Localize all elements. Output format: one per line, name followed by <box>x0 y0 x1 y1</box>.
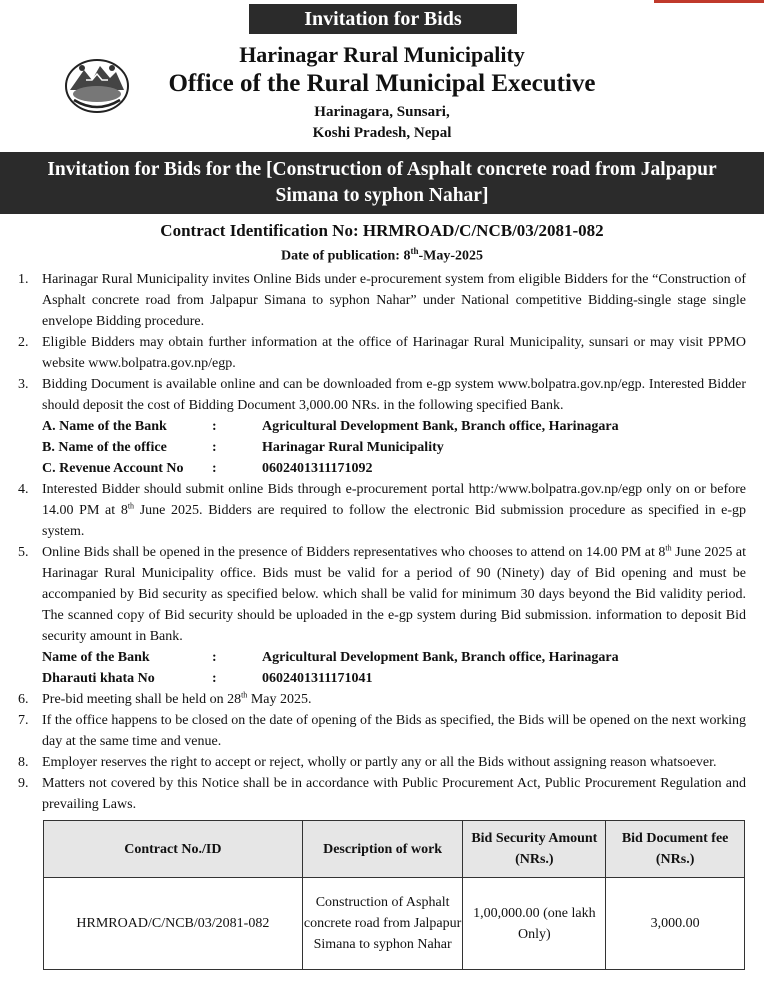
list-item: 4. Interested Bidder should submit online Bids through e-procurement portal http:/www.bolpatra.gov.np/egp only on or before 14.00 PM at 8th June 2025. Bidders are required to follow the electronic Bid submission procedure as specified in e-gp system. <box>18 482 746 539</box>
table-header-row <box>44 821 745 878</box>
cell-description: Construction of Asphalt concrete road from Jalpapur Simana to syphon Nahar <box>302 878 463 970</box>
bank-detail-row: C. Revenue Account No : 0602401311171092 <box>42 461 373 476</box>
cell-document-fee: 3,000.00 <box>606 878 745 970</box>
top-red-line <box>654 0 764 3</box>
bid-table <box>43 820 745 970</box>
bank-detail-row: Name of the Bank : Agricultural Development Bank, Branch office, Harinagara <box>42 650 619 665</box>
address-line-2: Koshi Pradesh, Nepal <box>312 125 452 141</box>
cell-contract-no: HRMROAD/C/NCB/03/2081-082 <box>44 878 303 970</box>
address-line-1: Harinagara, Sunsari, <box>314 104 450 120</box>
publication-date: Date of publication: 8th-May-2025 <box>280 246 484 264</box>
list-item: 2. Eligible Bidders may obtain further information at the office of Harinagar Rural Municipality, sunsari or may visit PPMO website www.bolpatra.gov.np/egp. <box>18 335 746 371</box>
title-banner: Invitation for Bids for the [Construction of Asphalt concrete road from Jalpapur Simana to syphon Nahar] <box>0 152 764 214</box>
col-document-fee: Bid Document fee (NRs.) <box>606 821 745 878</box>
bank-detail-row: A. Name of the Bank : Agricultural Development Bank, Branch office, Harinagara <box>42 419 619 434</box>
org-name: Harinagar Rural Municipality <box>239 42 525 67</box>
list-item: 7. If the office happens to be closed on the date of opening of the Bids as specified, the Bids will be opened on the next working day at the same time and venue. <box>18 713 746 749</box>
col-bid-security: Bid Security Amount (NRs.) <box>463 821 606 878</box>
notice-items <box>18 269 746 815</box>
list-item: 1. Harinagar Rural Municipality invites Online Bids under e-procurement system from eligible Bidders for the “Construction of Asphalt concrete road from Jalpapur Simana to syphon Nahar” under National competitive Bidding-single stage single envelope Bidding procedure. <box>18 272 746 329</box>
contract-identification: Contract Identification No: HRMROAD/C/NCB/03/2081-082 <box>160 221 604 240</box>
office-name: Office of the Rural Municipal Executive <box>168 70 596 97</box>
table-row <box>44 878 745 970</box>
col-description: Description of work <box>302 821 463 878</box>
bank-detail-row: Dharauti khata No : 0602401311171041 <box>42 671 373 686</box>
list-item: 9. Matters not covered by this Notice shall be in accordance with Public Procurement Act, Public Procurement Regulation and prevailing Laws. <box>18 776 746 812</box>
list-item: 5. Online Bids shall be opened in the presence of Bidders representatives who chooses to attend on 14.00 PM at 8th June 2025 at Harinagar Rural Municipality office. Bids must be valid for a period of 90 (Ninety) day of Bid opening and must be accompanied by Bid security as specified below. which shall be valid for minimum 30 days beyond the Bid validity period. The scanned copy of Bid security should be uploaded in the e-gp system during Bid submission. information to deposit Bid security amount in Bank. <box>18 543 746 644</box>
notice-badge: Invitation for Bids <box>249 4 517 34</box>
list-item: 8. Employer reserves the right to accept or reject, wholly or partly any or all the Bids without assigning reason whatsoever. <box>18 755 717 770</box>
col-contract-no: Contract No./ID <box>44 821 303 878</box>
list-item: 6. Pre-bid meeting shall be held on 28th May 2025. <box>18 690 312 707</box>
cell-bid-security: 1,00,000.00 (one lakh Only) <box>463 878 606 970</box>
bank-detail-row: B. Name of the office : Harinagar Rural Municipality <box>42 440 444 455</box>
list-item: 3. Bidding Document is available online and can be downloaded from e-gp system www.bolpatra.gov.np/egp. Interested Bidder should deposit the cost of Bidding Document 3,000.00 NRs. in the following specified Bank. <box>18 377 746 413</box>
